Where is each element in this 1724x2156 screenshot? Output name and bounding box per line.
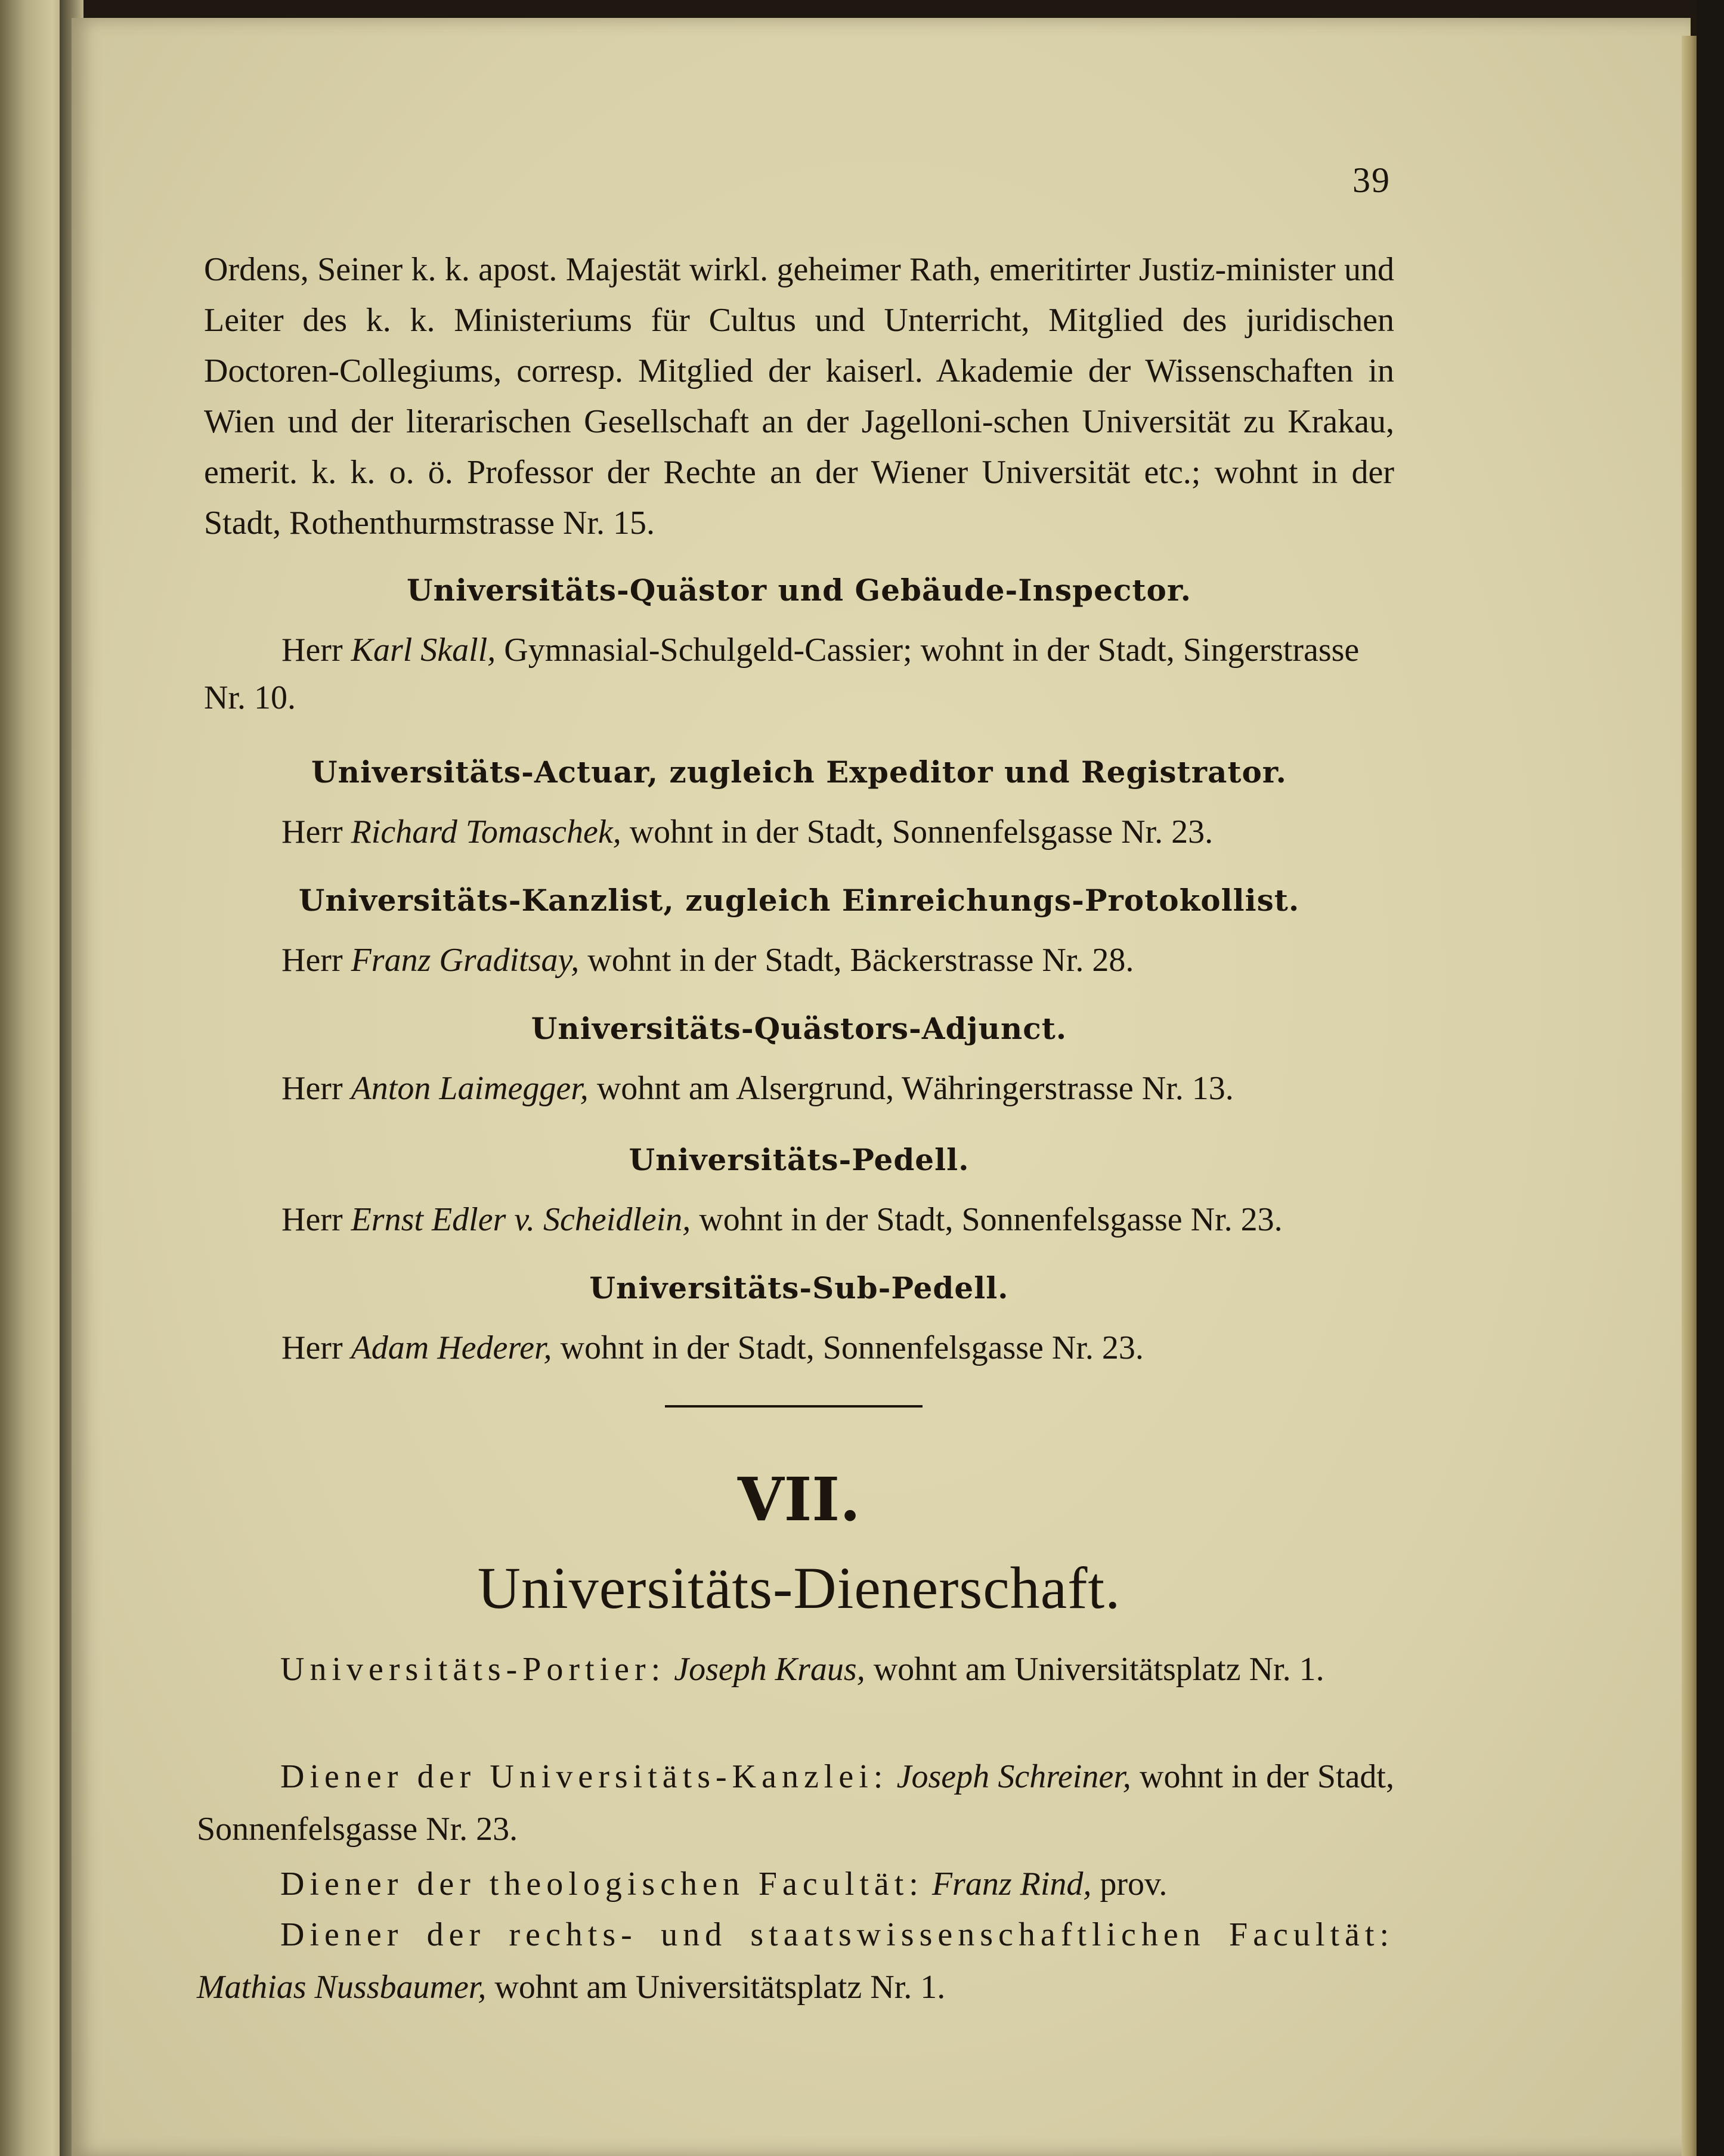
staff-role: Diener der theologischen Facultät: xyxy=(280,1866,924,1903)
entry-text: wohnt in der Stadt, Sonnenfelsgasse Nr. 23. xyxy=(560,1329,1144,1366)
official-name: Anton Laimegger, xyxy=(351,1070,589,1107)
section-heading: Universitäts-Quästor und Gebäude-Inspector. xyxy=(407,573,1191,608)
official-entry xyxy=(204,1065,1394,1112)
official-entry xyxy=(204,1196,1394,1244)
entry-text: wohnt am Alsergrund, Währingerstrasse Nr. 13. xyxy=(596,1070,1234,1107)
staff-name: Mathias Nussbaumer, xyxy=(197,1969,487,2006)
section-heading: Universitäts-Kanzlist, zugleich Einreichungs-Protokollist. xyxy=(298,883,1300,918)
staff-text: wohnt am Universitätsplatz Nr. 1. xyxy=(873,1651,1324,1688)
section-divider xyxy=(665,1405,923,1408)
staff-text: prov. xyxy=(1100,1866,1168,1903)
staff-role: Universitäts-Portier: xyxy=(280,1651,666,1688)
staff-text: wohnt in der Stadt, Sonnenfelsgasse Nr. 23. xyxy=(197,1758,1394,1848)
entry-prefix: Herr xyxy=(281,1201,343,1238)
official-name: Franz Graditsay, xyxy=(351,942,580,979)
entry-prefix: Herr xyxy=(281,942,343,979)
staff-role: Diener der rechts- und staatswissenschaftlichen Facultät: xyxy=(280,1916,1394,1953)
section-heading: Universitäts-Pedell. xyxy=(629,1142,970,1177)
staff-role: Diener der Universitäts-Kanzlei: xyxy=(280,1758,889,1795)
official-entry xyxy=(204,936,1394,984)
scan-border xyxy=(1697,0,1724,2156)
page-number: 39 xyxy=(1352,160,1391,200)
staff-name: Joseph Kraus, xyxy=(674,1651,865,1688)
entry-text: wohnt in der Stadt, Bäckerstrasse Nr. 28. xyxy=(587,942,1134,979)
entry-prefix: Herr xyxy=(281,632,343,669)
section-heading: Universitäts-Actuar, zugleich Expeditor und Registrator. xyxy=(311,754,1287,790)
staff-name: Franz Rind, xyxy=(931,1866,1092,1903)
entry-prefix: Herr xyxy=(281,1329,343,1366)
section-heading: Universitäts-Quästors-Adjunct. xyxy=(531,1011,1067,1046)
entry-text: wohnt in der Stadt, Sonnenfelsgasse Nr. 23. xyxy=(629,813,1214,850)
official-entry xyxy=(204,626,1394,722)
section-heading: Universitäts-Sub-Pedell. xyxy=(589,1270,1009,1306)
entry-text: wohnt in der Stadt, Sonnenfelsgasse Nr. 23. xyxy=(699,1201,1283,1238)
chapter-number: VII. xyxy=(738,1464,861,1535)
staff-entry xyxy=(197,1750,1394,1855)
entry-prefix: Herr xyxy=(281,1070,343,1107)
official-entry xyxy=(204,808,1394,856)
staff-entry xyxy=(197,1643,1394,1696)
staff-entry xyxy=(197,1858,1394,1910)
official-name: Adam Hederer, xyxy=(351,1329,552,1366)
entry-prefix: Herr xyxy=(281,813,343,850)
staff-name: Joseph Schreiner, xyxy=(896,1758,1131,1795)
entry-text: Gymnasial-Schulgeld-Cassier; wohnt in der Stadt, Singerstrasse Nr. 10. xyxy=(204,632,1360,716)
official-name: Richard Tomaschek, xyxy=(351,813,621,850)
official-name: Ernst Edler v. Scheidlein, xyxy=(351,1201,691,1238)
chapter-title: Universitäts-Dienerschaft. xyxy=(477,1555,1121,1621)
staff-text: wohnt am Universitätsplatz Nr. 1. xyxy=(494,1969,946,2006)
intro-paragraph: Ordens, Seiner k. k. apost. Majestät wirkl. geheimer Rath, emeritirter Justiz-minister und Leiter des k. k. Ministeriums für Cultus und Unterricht, Mitglied des juridischen Doctoren-Collegiums, corresp. Mitglied der kaiserl. Akademie der Wissenschaften in Wien und der literarischen Gesellschaft an der Jagelloni-schen Universität zu Krakau, emerit. k. k. o. ö. Professor der Rechte an der Wiener Universität etc.; wohnt in der Stadt, Rothenthurmstrasse Nr. 15. xyxy=(204,251,1394,542)
official-entry xyxy=(204,1324,1394,1372)
staff-entry xyxy=(197,1908,1394,2013)
official-name: Karl Skall, xyxy=(351,632,496,669)
